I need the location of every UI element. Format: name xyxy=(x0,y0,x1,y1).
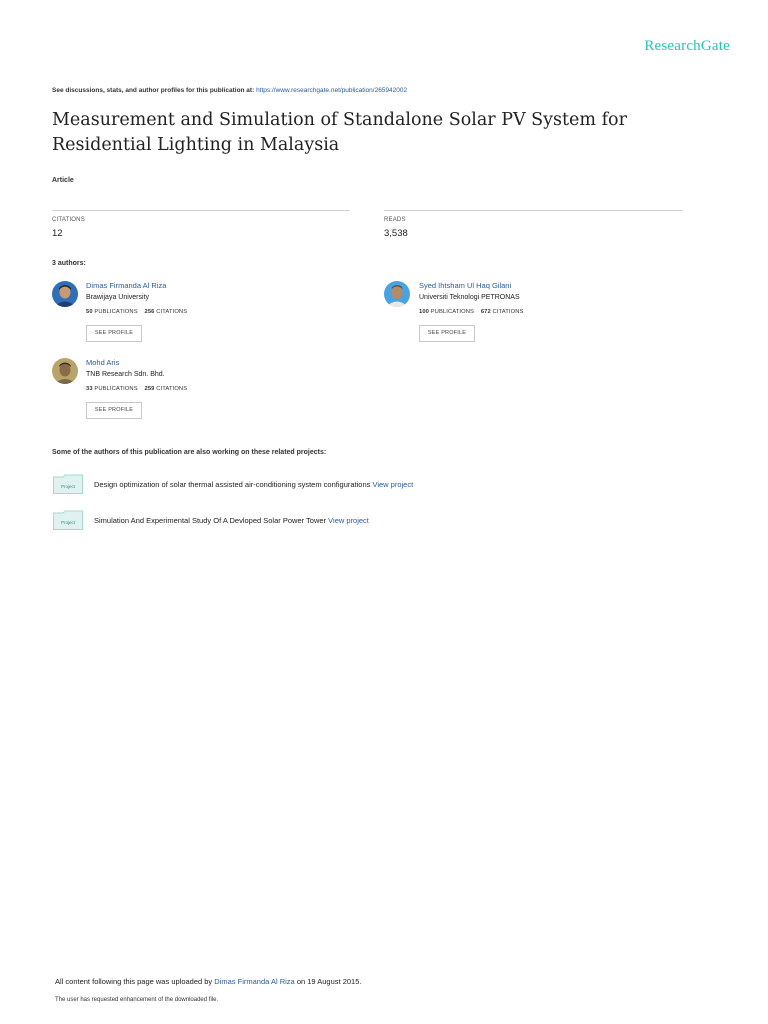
reads-label: READS xyxy=(384,217,406,223)
project-folder-icon xyxy=(53,474,83,494)
view-project-link[interactable]: View project xyxy=(328,516,369,525)
citations-count: 259 xyxy=(144,386,155,392)
avatar-photo-icon xyxy=(52,358,78,384)
publications-label: PUBLICATIONS xyxy=(94,309,138,315)
researchgate-logo[interactable]: ResearchGate xyxy=(644,38,730,54)
avatar-photo-icon xyxy=(384,281,410,307)
discussion-line xyxy=(52,87,407,94)
divider xyxy=(52,210,350,211)
author-stats xyxy=(86,309,187,315)
project-icon-label: Project xyxy=(60,520,76,525)
avatar-photo-icon xyxy=(52,281,78,307)
author-affiliation: Universiti Teknologi PETRONAS xyxy=(419,294,520,301)
publication-url-link[interactable]: https://www.researchgate.net/publication/265942002 xyxy=(256,87,408,94)
uploader-link[interactable]: Dimas Firmanda Al Riza xyxy=(214,977,295,986)
project-title: Design optimization of solar thermal assisted air-conditioning system configurations xyxy=(94,480,373,489)
publication-title: Measurement and Simulation of Standalone Solar PV System for Residential Lighting in Malaysia xyxy=(52,110,627,155)
project-item xyxy=(94,516,369,525)
citations-label: CITATIONS xyxy=(52,217,85,223)
folder-icon xyxy=(53,474,83,494)
citations-label: CITATIONS xyxy=(156,386,188,392)
project-title: Simulation And Experimental Study Of A Devloped Solar Power Tower xyxy=(94,516,329,525)
author-stats xyxy=(86,386,187,392)
reads-value: 3,538 xyxy=(384,228,408,239)
folder-icon xyxy=(53,510,83,530)
discussion-text: See discussions, stats, and author profiles for this publication at: xyxy=(52,87,257,94)
upload-suffix: on 19 August 2015. xyxy=(294,977,362,986)
document-type: Article xyxy=(52,177,74,184)
author-affiliation: TNB Research Sdn. Bhd. xyxy=(86,371,165,378)
avatar[interactable] xyxy=(52,281,78,307)
see-profile-button[interactable]: SEE PROFILE xyxy=(86,325,142,342)
avatar[interactable] xyxy=(52,358,78,384)
citations-label: CITATIONS xyxy=(492,309,524,315)
see-profile-button[interactable]: SEE PROFILE xyxy=(419,325,475,342)
divider xyxy=(384,210,682,211)
citations-count: 256 xyxy=(144,309,155,315)
upload-note xyxy=(55,977,361,986)
see-profile-button[interactable]: SEE PROFILE xyxy=(86,402,142,419)
publications-count: 33 xyxy=(86,386,93,392)
author-name-link[interactable]: Mohd Aris xyxy=(86,358,120,367)
authors-heading: 3 authors: xyxy=(52,260,86,267)
view-project-link[interactable]: View project xyxy=(372,480,414,489)
author-name-link[interactable]: Syed Ihtsham Ul Haq Gilani xyxy=(419,281,512,290)
publications-count: 100 xyxy=(419,309,429,315)
author-name-link[interactable]: Dimas Firmanda Al Riza xyxy=(86,281,167,290)
upload-prefix: All content following this page was uploaded by xyxy=(55,977,215,986)
publications-label: PUBLICATIONS xyxy=(430,309,474,315)
project-item xyxy=(94,480,413,489)
publications-count: 50 xyxy=(86,309,93,315)
citations-value: 12 xyxy=(52,228,63,239)
project-folder-icon xyxy=(53,510,83,530)
citations-count: 672 xyxy=(480,309,491,315)
project-icon-label: Project xyxy=(60,484,76,489)
author-stats xyxy=(419,309,524,315)
citations-label: CITATIONS xyxy=(156,309,188,315)
author-affiliation: Brawijaya University xyxy=(86,294,150,301)
enhancement-note: The user has requested enhancement of the downloaded file. xyxy=(55,997,219,1003)
avatar[interactable] xyxy=(384,281,410,307)
related-projects-heading: Some of the authors of this publication are also working on these related projects: xyxy=(52,449,327,456)
publications-label: PUBLICATIONS xyxy=(94,386,138,392)
